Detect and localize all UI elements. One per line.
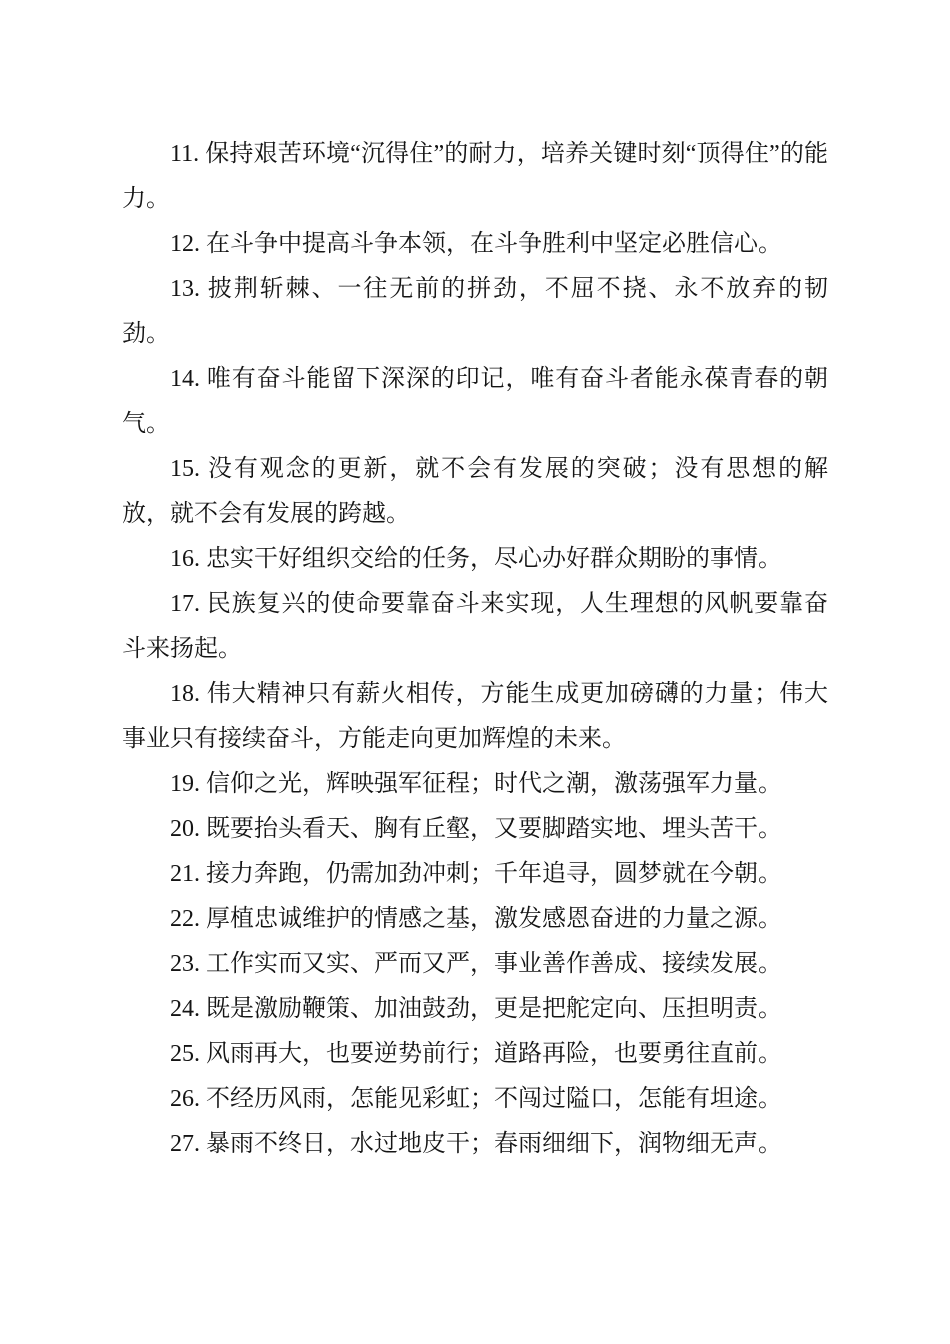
list-paragraph: 25. 风雨再大，也要逆势前行；道路再险，也要勇往直前。 [170,1041,782,1067]
list-paragraph: 14. 唯有奋斗能留下深深的印记，唯有奋斗者能永葆青春的朝气。 [122,366,828,437]
numbered-list [122,132,828,1167]
list-paragraph: 23. 工作实而又实、严而又严，事业善作善成、接续发展。 [170,951,782,977]
list-paragraph: 16. 忠实干好组织交给的任务，尽心办好群众期盼的事情。 [170,546,782,572]
list-paragraph: 22. 厚植忠诚维护的情感之基，激发感恩奋进的力量之源。 [170,906,782,932]
list-paragraph: 15. 没有观念的更新，就不会有发展的突破；没有思想的解放，就不会有发展的跨越。 [122,456,828,527]
list-paragraph: 17. 民族复兴的使命要靠奋斗来实现，人生理想的风帆要靠奋斗来扬起。 [122,591,828,662]
list-paragraph: 26. 不经历风雨，怎能见彩虹；不闯过隘口，怎能有坦途。 [170,1086,782,1112]
list-paragraph: 20. 既要抬头看天、胸有丘壑，又要脚踏实地、埋头苦干。 [170,816,782,842]
list-paragraph: 21. 接力奔跑，仍需加劲冲刺；千年追寻，圆梦就在今朝。 [170,861,782,887]
list-paragraph: 18. 伟大精神只有薪火相传，方能生成更加磅礴的力量；伟大事业只有接续奋斗，方能走向更加辉煌的未来。 [122,681,828,752]
list-paragraph: 24. 既是激励鞭策、加油鼓劲，更是把舵定向、压担明责。 [170,996,782,1022]
list-paragraph: 27. 暴雨不终日，水过地皮干；春雨细细下，润物细无声。 [170,1131,782,1157]
list-paragraph: 11. 保持艰苦环境“沉得住”的耐力，培养关键时刻“顶得住”的能力。 [122,141,828,212]
list-paragraph: 13. 披荆斩棘、一往无前的拼劲，不屈不挠、永不放弃的韧劲。 [122,276,828,347]
list-paragraph: 19. 信仰之光，辉映强军征程；时代之潮，激荡强军力量。 [170,771,782,797]
list-paragraph: 12. 在斗争中提高斗争本领，在斗争胜利中坚定必胜信心。 [170,231,782,257]
